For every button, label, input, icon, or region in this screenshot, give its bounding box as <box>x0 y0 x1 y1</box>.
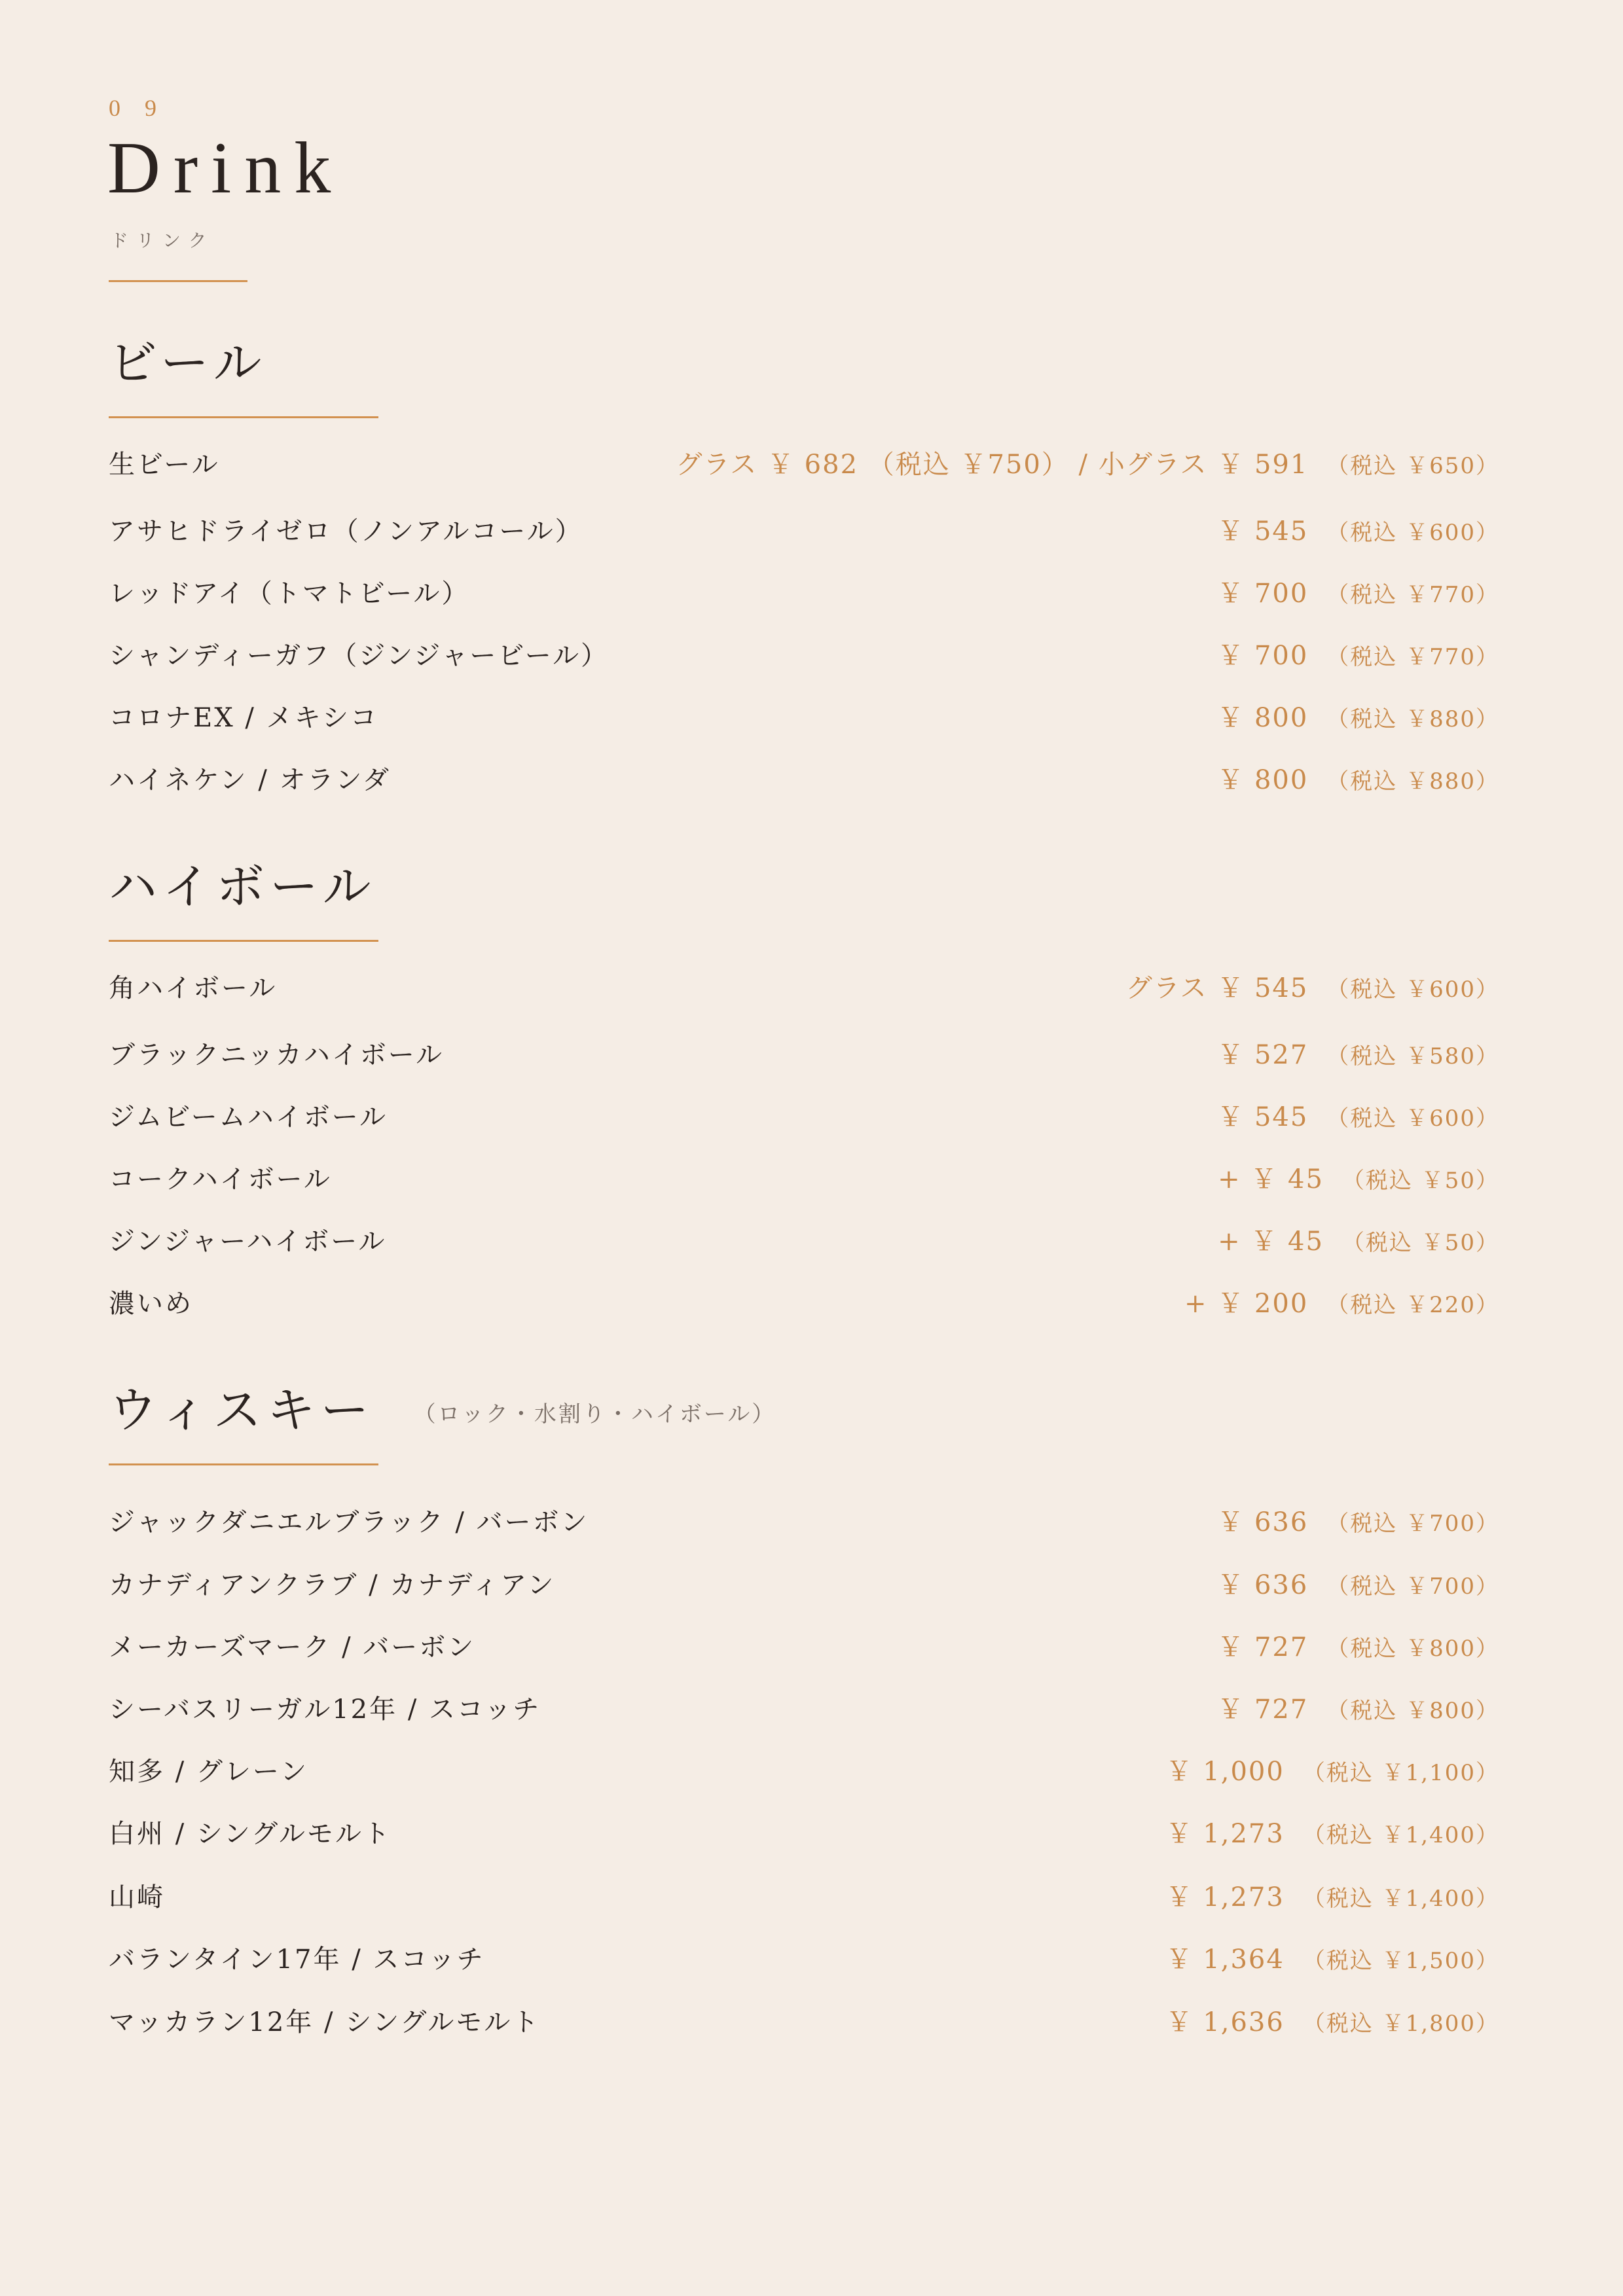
item-price: ￥ 545 <box>1217 1102 1309 1132</box>
item-tax-price: （税込 ￥880） <box>1326 768 1499 795</box>
menu-item <box>109 1563 1499 1602</box>
item-name: シャンディーガフ（ジンジャービール） <box>109 640 609 671</box>
menu-item <box>109 1219 1499 1259</box>
item-name: ジムビームハイボール <box>109 1102 388 1132</box>
section-heading-whisky <box>109 1382 776 1439</box>
item-name: カナディアンクラブ / カナディアン <box>109 1570 556 1600</box>
item-name: メーカーズマーク / バーボン <box>109 1632 476 1662</box>
menu-item <box>109 1812 1499 1851</box>
menu-item <box>109 1749 1499 1789</box>
item-tax-price: （税込 ￥800） <box>1326 1697 1499 1724</box>
item-tax-price: （税込 ￥580） <box>1326 1043 1499 1069</box>
item-price: ￥ 1,364 <box>1165 1944 1285 1975</box>
item-name: シーバスリーガル12年 / スコッチ <box>109 1694 541 1725</box>
item-price-group <box>1166 1939 1499 1976</box>
item-price: グラス ￥ 545 <box>1125 973 1309 1003</box>
item-price-group <box>1184 1283 1499 1320</box>
item-price: + ￥ 200 <box>1184 1288 1309 1319</box>
item-name: 知多 / グレーン <box>109 1756 309 1787</box>
menu-item <box>109 1033 1499 1072</box>
item-price-group <box>1217 511 1499 548</box>
item-price: ￥ 527 <box>1217 1039 1309 1070</box>
item-name: 生ビール <box>109 449 220 480</box>
menu-item <box>109 1625 1499 1664</box>
menu-item <box>109 1937 1499 1977</box>
item-tax-price: （税込 ￥1,500） <box>1302 1947 1499 1974</box>
item-price-group <box>1217 1626 1499 1664</box>
menu-item <box>109 634 1499 673</box>
item-name: 角ハイボール <box>109 973 278 1003</box>
item-tax-price: （税込 ￥1,400） <box>1302 1821 1499 1848</box>
item-price-group <box>1217 1564 1499 1602</box>
item-price-group <box>1218 1221 1499 1258</box>
section-heading-beer <box>109 335 267 391</box>
item-tax-price: （税込 ￥600） <box>1326 1105 1499 1132</box>
item-tax-price: （税込 ￥600） <box>1326 519 1499 546</box>
item-price: ￥ 636 <box>1217 1507 1309 1537</box>
item-price: ￥ 636 <box>1217 1570 1309 1600</box>
item-price: グラス ￥ 682 （税込 ￥750） / 小グラス ￥ 591 <box>676 449 1309 480</box>
item-name: アサヒドライゼロ（ノンアルコール） <box>109 516 583 547</box>
menu-item <box>109 1875 1499 1914</box>
item-name: 白州 / シングルモルト <box>109 1818 392 1849</box>
section-title: ハイボール <box>109 859 376 915</box>
item-tax-price: （税込 ￥1,800） <box>1302 2010 1499 2037</box>
menu-item <box>109 442 1499 482</box>
section-divider <box>109 416 378 418</box>
item-name: ジンジャーハイボール <box>109 1226 387 1257</box>
section-heading-highball <box>109 859 376 915</box>
item-tax-price: （税込 ￥650） <box>1326 452 1499 479</box>
item-price: ￥ 800 <box>1217 702 1309 733</box>
item-price: + ￥ 45 <box>1218 1226 1324 1257</box>
item-price-group <box>1217 697 1499 734</box>
item-price: ￥ 700 <box>1217 640 1309 671</box>
item-price-group <box>1166 1876 1499 1914</box>
item-price: ￥ 1,273 <box>1165 1882 1285 1912</box>
item-price: ￥ 1,000 <box>1165 1756 1285 1787</box>
item-name: 山崎 <box>109 1882 165 1912</box>
item-tax-price: （税込 ￥700） <box>1326 1573 1499 1600</box>
item-tax-price: （税込 ￥50） <box>1341 1229 1499 1256</box>
section-divider <box>109 1463 378 1465</box>
page-number: 0 9 <box>109 95 166 121</box>
section-title: ウィスキー <box>109 1382 374 1439</box>
menu-item <box>109 1157 1499 1196</box>
item-price: ￥ 1,636 <box>1165 2007 1285 2037</box>
menu-item <box>109 1687 1499 1727</box>
item-name: バランタイン17年 / スコッチ <box>109 1944 485 1975</box>
item-name: コロナEX / メキシコ <box>109 702 379 733</box>
menu-item <box>109 571 1499 611</box>
item-price-group <box>1217 1034 1499 1071</box>
item-price-group <box>1166 1751 1499 1788</box>
item-name: コークハイボール <box>109 1164 332 1194</box>
item-price-group <box>1217 1501 1499 1539</box>
item-name: ハイネケン / オランダ <box>109 764 391 795</box>
item-tax-price: （税込 ￥1,400） <box>1302 1885 1499 1912</box>
item-tax-price: （税込 ￥700） <box>1326 1510 1499 1537</box>
item-price: + ￥ 45 <box>1218 1164 1324 1194</box>
menu-item <box>109 966 1499 1005</box>
section-title: ビール <box>109 335 267 391</box>
item-name: 濃いめ <box>109 1288 193 1319</box>
menu-item <box>109 509 1499 548</box>
item-name: レッドアイ（トマトビール） <box>109 578 470 609</box>
item-name: マッカラン12年 / シングルモルト <box>109 2007 541 2037</box>
item-price: ￥ 1,273 <box>1165 1818 1285 1849</box>
item-price-group <box>1217 573 1499 610</box>
page-title: Drink <box>107 128 344 209</box>
item-price-group <box>1217 635 1499 672</box>
item-tax-price: （税込 ￥600） <box>1326 976 1499 1003</box>
menu-item <box>109 758 1499 797</box>
item-price-group <box>1126 967 1499 1005</box>
item-price: ￥ 700 <box>1217 578 1309 609</box>
section-divider <box>109 940 378 942</box>
menu-item <box>109 696 1499 735</box>
item-price-group <box>1166 2001 1499 2039</box>
item-tax-price: （税込 ￥770） <box>1326 643 1499 670</box>
item-price-group <box>1217 1689 1499 1726</box>
menu-item <box>109 1282 1499 1321</box>
menu-item <box>109 2000 1499 2039</box>
item-price-group <box>676 444 1499 481</box>
menu-item <box>109 1500 1499 1539</box>
item-tax-price: （税込 ￥1,100） <box>1302 1759 1499 1786</box>
section-note: （ロック・水割り・ハイボール） <box>413 1401 776 1427</box>
item-price: ￥ 727 <box>1217 1694 1309 1725</box>
item-price-group <box>1218 1158 1499 1196</box>
item-price-group <box>1166 1813 1499 1850</box>
item-tax-price: （税込 ￥50） <box>1341 1167 1499 1194</box>
item-price-group <box>1217 1096 1499 1134</box>
page-subtitle: ドリンク <box>110 230 215 251</box>
item-name: ジャックダニエルブラック / バーボン <box>109 1507 589 1537</box>
item-price: ￥ 545 <box>1217 516 1309 547</box>
item-name: ブラックニッカハイボール <box>109 1039 444 1070</box>
item-tax-price: （税込 ￥770） <box>1326 581 1499 608</box>
item-tax-price: （税込 ￥220） <box>1326 1291 1499 1318</box>
title-divider <box>109 280 247 282</box>
menu-item <box>109 1095 1499 1134</box>
item-tax-price: （税込 ￥800） <box>1326 1635 1499 1662</box>
item-tax-price: （税込 ￥880） <box>1326 706 1499 732</box>
item-price: ￥ 800 <box>1217 764 1309 795</box>
item-price-group <box>1217 759 1499 797</box>
item-price: ￥ 727 <box>1217 1632 1309 1662</box>
